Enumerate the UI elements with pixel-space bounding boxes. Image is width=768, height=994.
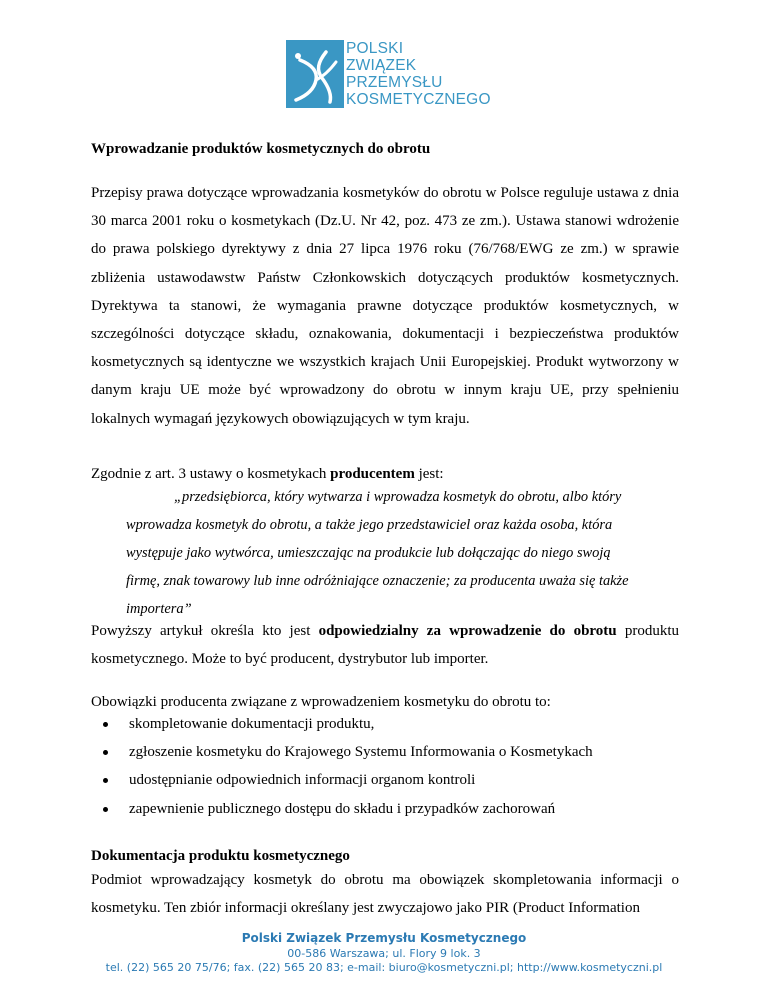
logo-symbol-icon bbox=[286, 40, 344, 108]
organization-logo bbox=[286, 40, 491, 108]
bullet-icon bbox=[103, 722, 108, 727]
documentation-paragraph: Podmiot wprowadzający kosmetyk do obrotu ma obowiązek skompletowania informacji o kosmetyku. Ten zbiór informacji określany jest zwyczajowo jako PIR (Product Information bbox=[91, 872, 679, 917]
list-item-text: udostępnianie odpowiednich informacji organom kontroli bbox=[129, 772, 476, 789]
intro-paragraph: Przepisy prawa dotyczące wprowadzania kosmetyków do obrotu w Polsce reguluje ustawa z dnia 30 marca 2001 roku o kosmetykach (Dz.U. Nr 42, poz. 473 ze zm.). Ustawa stanowi wdrożenie do prawa polskiego dyrektywy z dnia 27 lipca 1976 roku (76/768/EWG ze zm.) w sprawie zbliżenia ustawodawstw Państw Członkowskich dotyczących produktów kosmetycznych. Dyrektywa ta stanowi, że wymagania prawne dotyczące produktów kosmetycznych, w szczególności dotyczące składu, oznakowania, dokumentacji i bezpieczeństwa produktów kosmetycznych są identyczne we wszystkich krajach Unii Europejskiej. Produkt wytworzony w danym kraju UE może być wprowadzony do obrotu w innym kraju UE, przy spełnieniu lokalnych wymagań językowych obowiązujących w tym kraju. bbox=[91, 185, 679, 427]
text-span: produktu kosmetycznego. Może to być producent, dystrybutor lub importer. bbox=[91, 623, 679, 668]
logo-line: ZWIĄZEK bbox=[346, 57, 417, 74]
legal-quote: „przedsiębiorca, który wytwarza i wprowadza kosmetyk do obrotu, albo który wprowadza kosmetyk do obrotu, a także jego przedstawiciel oraz każda osoba, która występuje jako wytwórca, umieszczając na produkcie lub dołączając do niego swoją firmę, znak towarowy lub inne odróżniające oznaczenie; za producenta uważa się także importera” bbox=[126, 489, 629, 617]
bullet-icon bbox=[103, 750, 108, 755]
footer-contact: tel. (22) 565 20 75/76; fax. (22) 565 20 83; e-mail: biuro@kosmetyczni.pl; http://www.kosmetyczni.pl bbox=[105, 961, 663, 974]
footer-address: 00-586 Warszawa; ul. Flory 9 lok. 3 bbox=[287, 947, 481, 960]
logo-mark bbox=[286, 40, 344, 108]
logo-line: KOSMETYCZNEGO bbox=[346, 91, 491, 108]
bullet-icon bbox=[103, 807, 108, 812]
list-item bbox=[91, 710, 679, 738]
text-span: Zgodnie z art. 3 ustawy o kosmetykach bbox=[91, 466, 331, 482]
logo-text bbox=[346, 40, 491, 108]
list-item-text: zgłoszenie kosmetyku do Krajowego Systemu Informowania o Kosmetykach bbox=[129, 744, 593, 761]
obligations-intro: Obowiązki producenta związane z wprowadzeniem kosmetyku do obrotu to: bbox=[91, 694, 551, 710]
bullet-icon bbox=[103, 778, 108, 783]
logo-line: POLSKI bbox=[346, 40, 404, 57]
bold-term: producentem bbox=[330, 466, 415, 482]
bold-term: odpowiedzialny za wprowadzenie do obrotu bbox=[318, 623, 617, 639]
list-item bbox=[91, 795, 679, 823]
text-span: jest: bbox=[414, 466, 444, 482]
section-heading: Wprowadzanie produktów kosmetycznych do obrotu bbox=[91, 141, 431, 157]
text-span: Powyższy artykuł określa kto jest bbox=[91, 623, 319, 639]
list-item bbox=[91, 766, 679, 794]
logo-line: PRZEMYSŁU bbox=[346, 74, 443, 91]
list-item-text: zapewnienie publicznego dostępu do składu i przypadków zachorowań bbox=[129, 800, 556, 817]
list-item-text: skompletowanie dokumentacji produktu, bbox=[129, 716, 375, 732]
section-heading: Dokumentacja produktu kosmetycznego bbox=[91, 848, 350, 864]
obligations-list bbox=[91, 710, 679, 823]
footer-organization: Polski Związek Przemysłu Kosmetycznego bbox=[241, 931, 527, 945]
responsibility-paragraph bbox=[91, 617, 679, 673]
list-item bbox=[91, 738, 679, 766]
